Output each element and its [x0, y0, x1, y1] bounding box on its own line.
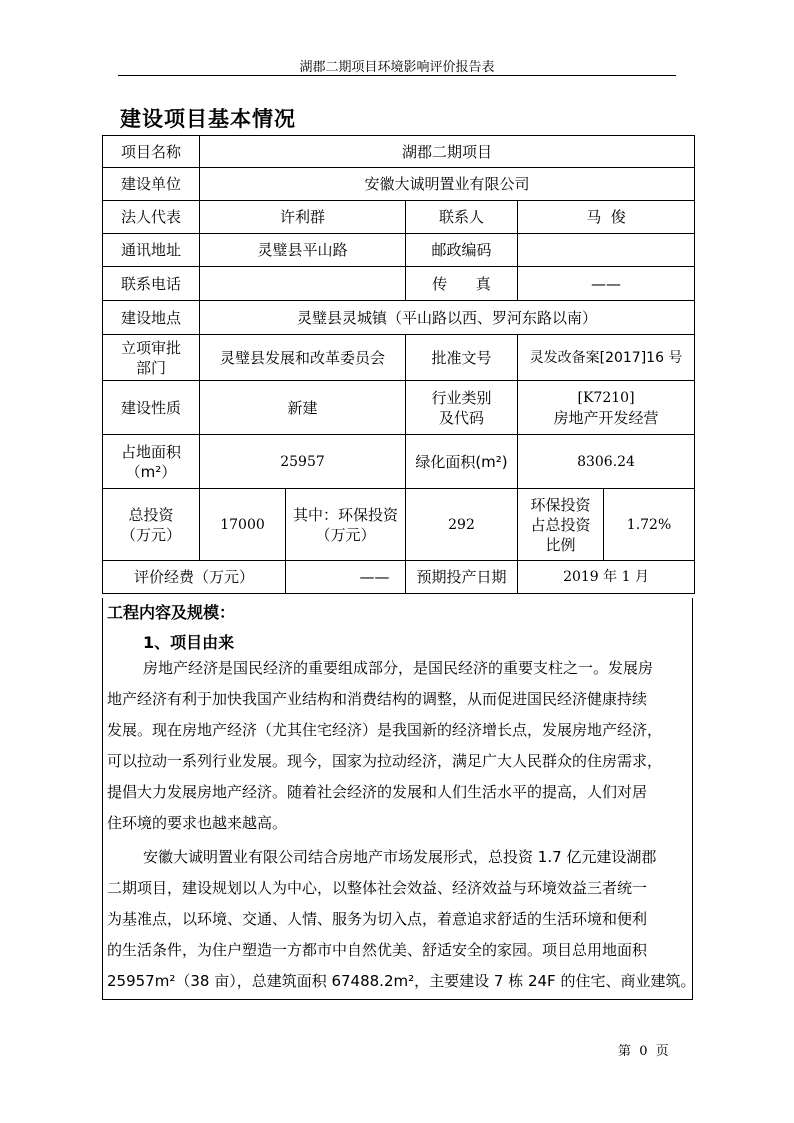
approval-no-value: 灵发改备案[2017]16 号 — [518, 335, 695, 381]
paragraph-1-line: 提倡大力发展房地产经济。随着社会经济的发展和人们生活水平的提高，人们对居 — [107, 783, 648, 801]
legal-rep-label: 法人代表 — [103, 201, 200, 234]
industry-code: [K7210] — [577, 389, 635, 406]
fee-label: 评价经费（万元） — [103, 561, 286, 594]
green-label: 绿化面积(m²) — [406, 435, 518, 489]
invest-label-line1: 总投资 — [128, 505, 174, 524]
ratio-label-line1: 环保投资 — [530, 495, 591, 514]
project-name-value: 湖郡二期项目 — [200, 136, 695, 168]
fee-value: —— — [286, 561, 406, 594]
content-heading: 工程内容及规模： — [107, 603, 236, 622]
location-value: 灵璧县灵城镇（平山路以西、罗河东路以南） — [200, 301, 695, 335]
area-label-line1: 占地面积 — [120, 442, 181, 461]
document-header-title: 湖郡二期项目环境影响评价报告表 — [299, 60, 495, 75]
paragraph-1-line: 可以拉动一系列行业发展。现今，国家为拉动经济，满足广大人民群众的住房需求， — [107, 752, 663, 770]
contact-label: 联系人 — [406, 201, 518, 234]
postcode-value — [518, 234, 695, 267]
area-value: 25957 — [200, 435, 406, 489]
fax-label: 传 真 — [406, 267, 518, 301]
env-invest-label-line1: 其中：环保投资 — [292, 505, 398, 524]
approval-dept-label-line1: 立项审批 — [120, 338, 181, 357]
industry-name: 房地产开发经营 — [553, 408, 659, 427]
paragraph-2-line: 二期项目，建设规划以人为中心，以整体社会效益、经济效益与环境效益三者统一 — [107, 879, 648, 897]
ratio-label-line2: 占总投资 — [530, 515, 591, 534]
paragraph-2-line: 的生活条件，为住户塑造一方都市中自然优美、舒适安全的家园。项目总用地面积 — [107, 941, 648, 959]
phone-label: 联系电话 — [103, 267, 200, 301]
project-name-label: 项目名称 — [103, 136, 200, 168]
invest-label — [103, 489, 200, 561]
basic-info-table — [102, 135, 694, 594]
address-value: 灵璧县平山路 — [200, 234, 406, 267]
area-label-line2: （m²） — [125, 462, 177, 481]
nature-label: 建设性质 — [103, 381, 200, 435]
invest-label-line2: （万元） — [120, 525, 181, 544]
unit-value: 安徽大诚明置业有限公司 — [200, 168, 695, 201]
paragraph-1-line: 地产经济有利于加快我国产业结构和消费结构的调整，从而促进国民经济健康持续 — [107, 690, 648, 708]
postcode-label: 邮政编码 — [406, 234, 518, 267]
industry-label-line2: 及代码 — [438, 408, 484, 427]
area-label — [103, 435, 200, 489]
page-number: 第 0 页 — [618, 1044, 669, 1059]
paragraph-2-line: 为基准点，以环境、交通、人情、服务为切入点，着意追求舒适的生活环境和便利 — [107, 910, 648, 928]
paragraph-2 — [107, 842, 696, 997]
invest-value: 17000 — [200, 489, 286, 561]
paragraph-2-line: 安徽大诚明置业有限公司结合房地产市场发展形式，总投资 1.7 亿元建设湖郡 — [143, 848, 657, 866]
fax-value: —— — [518, 267, 695, 301]
location-label: 建设地点 — [103, 301, 200, 335]
env-invest-label-line2: （万元） — [315, 525, 376, 544]
date-label: 预期投产日期 — [406, 561, 518, 594]
approval-dept-value: 灵璧县发展和改革委员会 — [200, 335, 406, 381]
approval-no-label: 批准文号 — [406, 335, 518, 381]
paragraph-1 — [107, 653, 687, 839]
approval-dept-label — [103, 335, 200, 381]
address-label: 通讯地址 — [103, 234, 200, 267]
env-invest-value: 292 — [406, 489, 518, 561]
env-invest-label — [286, 489, 406, 561]
nature-value: 新建 — [200, 381, 406, 435]
phone-value — [200, 267, 406, 301]
paragraph-1-line: 住环境的要求也越来越高。 — [107, 814, 288, 832]
industry-value — [518, 381, 695, 435]
legal-rep-value: 许利群 — [200, 201, 406, 234]
ratio-label — [518, 489, 604, 561]
unit-label: 建设单位 — [103, 168, 200, 201]
content-subheading: 1、项目由来 — [143, 633, 235, 652]
ratio-label-line3: 比例 — [545, 535, 576, 554]
paragraph-2-line: 25957m²（38 亩），总建筑面积 67488.2m²，主要建设 7 栋 24F 的住宅、商业建筑。 — [107, 972, 696, 990]
ratio-value: 1.72% — [604, 489, 695, 561]
industry-label — [406, 381, 518, 435]
approval-dept-label-line2: 部门 — [135, 358, 166, 377]
contact-value: 马 俊 — [518, 201, 695, 234]
header-divider — [118, 75, 676, 76]
paragraph-1-line: 房地产经济是国民经济的重要组成部分，是国民经济的重要支柱之一。发展房 — [143, 659, 654, 677]
date-value: 2019 年 1 月 — [518, 561, 695, 594]
industry-label-line1: 行业类别 — [431, 388, 492, 407]
green-value: 8306.24 — [518, 435, 695, 489]
paragraph-1-line: 发展。现在房地产经济（尤其住宅经济）是我国新的经济增长点，发展房地产经济， — [107, 721, 663, 739]
section-title: 建设项目基本情况 — [120, 106, 296, 131]
